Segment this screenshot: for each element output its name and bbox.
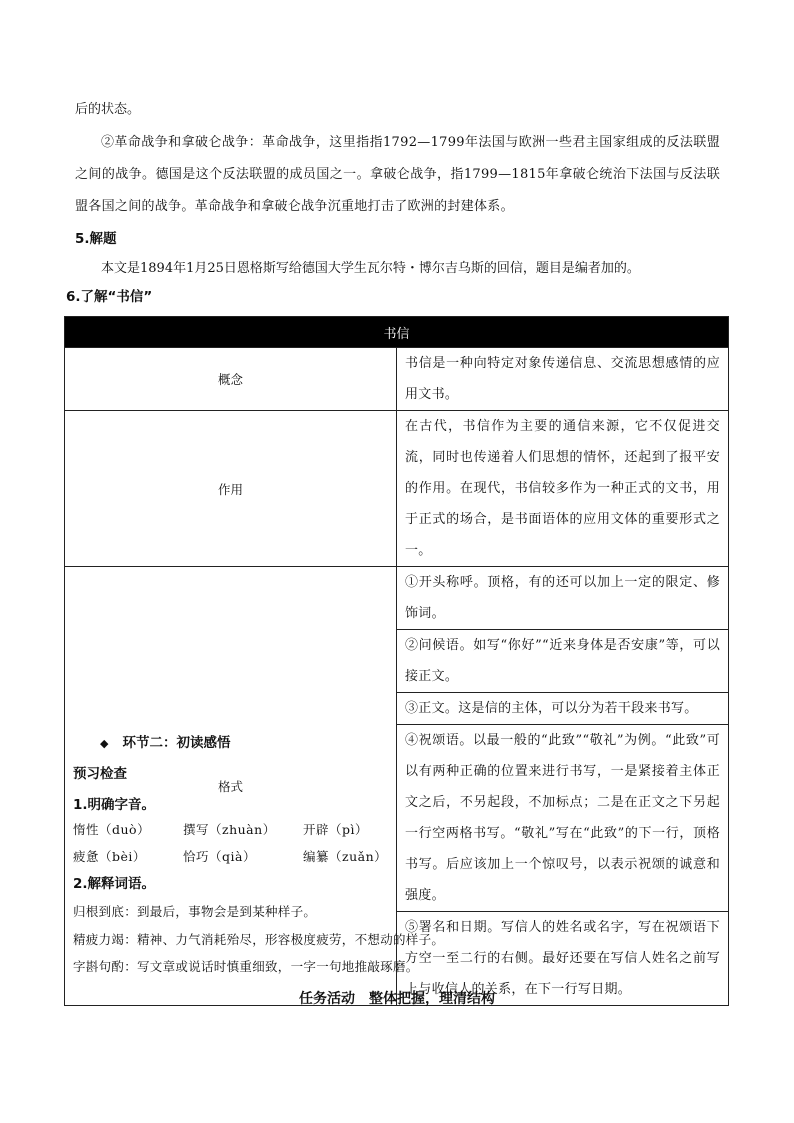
word-gloss: 字斟句酌：写文章或说话时慎重细致，一字一句地推敲琢磨。 xyxy=(73,959,419,974)
note-paragraph: ②革命战争和拿破仑战争：革命战争，这里指指1792—1799年法国与欧洲一些君主国家组成的反法联盟之间的战争。德国是这个反法联盟的成员国之一。拿破仑战争，指1799—1815年拿破仑统治下法国与反法联盟各国之间的战争。革命战争和拿破仑战争沉重地打击了欧洲的封建体系。 xyxy=(75,135,720,214)
function-text: 在古代，书信作为主要的通信来源，它不仅促进交流，同时也传递着人们思想的情怀，还起到了报平安的作用。在现代，书信较多作为一种正式的文书，用于正式的场合，是书面语体的应用文体的重要形式之一。 xyxy=(397,411,729,567)
format-label: 格式 xyxy=(65,567,397,1006)
pronunciation-item: 开辟（pì） xyxy=(303,822,368,837)
pronunciation-item: 编纂（zuǎn） xyxy=(303,849,388,864)
diamond-bullet-icon: ◆ xyxy=(100,737,109,750)
function-label: 作用 xyxy=(65,411,397,567)
section-5-title: 5.解题 xyxy=(75,231,117,247)
task-activity-heading: 任务活动 整体把握，理清结构 xyxy=(299,991,495,1007)
section-6-title: 6.了解“书信” xyxy=(66,289,153,305)
preview-check-title: 预习检查 xyxy=(73,766,127,782)
format-item: ④祝颂语。以最一般的“此致”“敬礼”为例。“此致”可以有两种正确的位置来进行书写，一是紧接着主体正文之后，不另起段，不加标点；二是在正文之下另起一行空两格书写。“敬礼”写在“此致”的下一行，顶格书写。后应该加上一个惊叹号，以表示祝颂的诚意和强度。 xyxy=(397,725,729,912)
word-explanation-title: 2.解释词语。 xyxy=(73,876,156,892)
format-item: ②问候语。如写“你好”“近来身体是否安康”等，可以接正文。 xyxy=(397,630,729,693)
stage-2-title: 环节二：初读感悟 xyxy=(122,735,231,751)
intro-line: 后的状态。 xyxy=(75,102,141,117)
pronunciation-item: 疲惫（bèi） xyxy=(73,849,146,864)
word-gloss: 精疲力竭：精神、力气消耗殆尽，形容极度疲劳，不想动的样子。 xyxy=(73,932,445,947)
section-5-body: 本文是1894年1月25日恩格斯写给德国大学生瓦尔特・博尔吉乌斯的回信，题目是编者加的。 xyxy=(101,261,640,276)
stage-2-heading xyxy=(100,733,230,754)
pronunciation-title: 1.明确字音。 xyxy=(73,797,156,813)
word-gloss: 归根到底：到最后，事物会是到某种样子。 xyxy=(73,904,317,919)
pronunciation-item: 恰巧（qià） xyxy=(183,849,256,864)
format-item: ③正文。这是信的主体，可以分为若干段来书写。 xyxy=(397,693,729,725)
concept-text: 书信是一种向特定对象传递信息、交流思想感情的应用文书。 xyxy=(397,348,729,411)
pronunciation-item: 惰性（duò） xyxy=(73,822,151,837)
pronunciation-item: 撰写（zhuàn） xyxy=(183,822,276,837)
format-item: ①开头称呼。顶格，有的还可以加上一定的限定、修饰词。 xyxy=(397,567,729,630)
format-item: ⑤署名和日期。写信人的姓名或名字，写在祝颂语下方空一至二行的右侧。最好还要在写信人姓名之前写上与收信人的关系，在下一行写日期。 xyxy=(397,912,729,1006)
concept-label: 概念 xyxy=(65,348,397,411)
table-header: 书信 xyxy=(65,317,729,348)
